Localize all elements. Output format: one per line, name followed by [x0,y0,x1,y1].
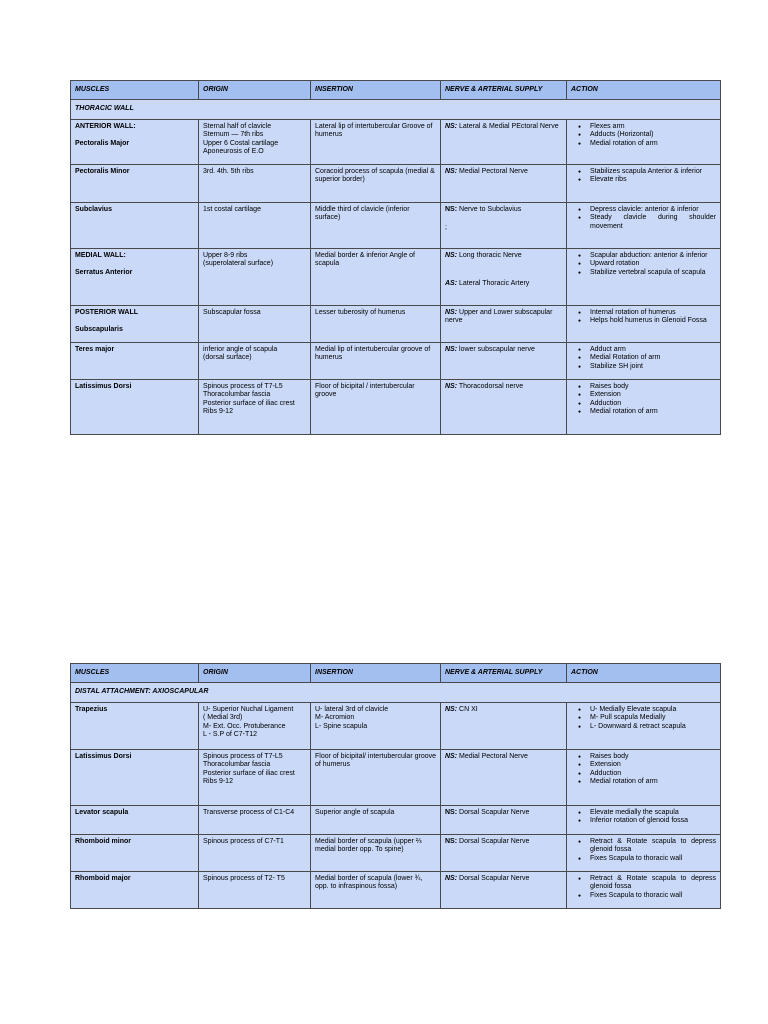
table-row [71,343,721,380]
table-row [71,203,721,249]
origin-line: Ribs 9-12 [203,778,233,786]
muscle-name: Latissimus Dorsi [75,383,132,390]
origin-line: 1st costal cartilage [203,206,261,213]
action-item: ● Depress clavicle: anterior & inferior [590,206,716,214]
table-row [71,703,721,750]
table-row [71,835,721,872]
action-item: ● Internal rotation of humerus [590,309,716,317]
origin-line: Ribs 9-12 [203,408,233,416]
table-row [71,249,721,306]
ns-label: NS: [445,346,458,353]
insertion-cell: Lateral lip of intertubercular Groove of humerus [311,120,441,165]
origin-cell [199,872,311,909]
insertion-cell: Medial border of scapula (lower ¾, opp. to infraspinous fossa) [311,872,441,909]
action-cell [567,203,721,249]
ns-label: NS: [445,168,458,175]
muscle-name: Rhomboid minor [75,838,131,845]
header-row [71,664,721,683]
ns-label: NS: [445,383,458,390]
muscle-name: Trapezius [75,706,108,713]
action-cell [567,872,721,909]
wall-label: POSTERIOR WALL [75,309,138,316]
nerve-cell [441,750,567,806]
origin-cell [199,380,311,435]
muscle-name: Pectoralis Major [75,140,130,148]
action-item: ● U- Medially Elevate scapula [590,706,716,714]
muscle-cell [71,872,199,909]
action-item: ● Adducts (Horizontal) [590,131,716,139]
nerve-text: Medial Pectoral Nerve [457,168,528,175]
action-cell [567,750,721,806]
nerve-cell [441,165,567,203]
origin-cell [199,120,311,165]
nerve-cell [441,306,567,343]
origin-line: Spinous process of C7-T1 [203,838,284,845]
ns-label: NS: [445,123,458,130]
action-item: ● Stabilize vertebral scapula of scapula [590,269,716,277]
nerve-text: Medial Pectoral Nerve [457,753,528,760]
insertion-cell [311,703,441,750]
muscle-name: Serratus Anterior [75,269,133,277]
nerve-cell [441,120,567,165]
origin-line: 3rd. 4th. 5th ribs [203,168,254,175]
origin-line: Spinous process of T7-L5 [203,383,283,390]
origin-line: Aponeurosis of E.O [203,148,264,156]
origin-line: Upper 6 Costal cartilage [203,139,279,147]
action-cell [567,703,721,750]
origin-line: inferior angle of scapula [203,346,278,353]
nerve-cell [441,703,567,750]
action-item: ● Inferior rotation of glenoid fossa [590,817,716,825]
header-nerve-supply: NERVE & ARTERIAL SUPPLY [441,664,567,683]
as-label: AS: [445,280,458,288]
action-cell [567,249,721,306]
table-row [71,750,721,806]
nerve-cell [441,806,567,835]
muscle-name: Rhomboid major [75,875,131,882]
ns-label: NS: [445,252,458,259]
header-muscles: MUSCLES [71,81,199,100]
nerve-text: lower subscapular nerve [457,346,535,353]
nerve-text: Dorsal Scapular Nerve [457,809,530,816]
action-item: ● Medial rotation of arm [590,140,716,148]
nerve-text: Thoracodorsal nerve [457,383,524,390]
origin-line: L - S.P of C7-T12 [203,731,258,739]
origin-line: Sternum — 7th ribs [203,131,264,139]
table-row [71,165,721,203]
ns-label: NS: [445,753,458,760]
nerve-cell [441,380,567,435]
muscle-cell [71,750,199,806]
action-item: ● Medial Rotation of arm [590,354,716,362]
action-item: ● Adduction [590,400,716,408]
insertion-line: L- Spine scapula [315,722,368,730]
action-cell [567,806,721,835]
ns-label: NS: [445,809,458,816]
origin-cell [199,249,311,306]
insertion-line: M- Acromion [315,714,355,722]
ns-label: NS: [445,309,458,316]
action-item: ● Steady clavicle during shoulder movement [590,214,716,231]
muscle-cell [71,380,199,435]
muscle-cell [71,343,199,380]
nerve-text: CN XI [457,706,478,713]
origin-line: (superolateral surface) [203,260,274,268]
action-item: ● Medial rotation of arm [590,778,716,786]
muscle-name: Levator scapula [75,809,129,816]
insertion-cell: Medial border of scapula (upper ⅔ medial border opp. To spine) [311,835,441,872]
origin-line: Upper 8-9 ribs [203,252,248,259]
origin-line: Thoracolumbar fascia [203,391,271,399]
wall-label: ANTERIOR WALL: [75,123,136,130]
table-row [71,380,721,435]
header-origin: ORIGIN [199,81,311,100]
header-insertion: INSERTION [311,81,441,100]
insertion-cell: Superior angle of scapula [311,806,441,835]
action-item: ● Extension [590,391,716,399]
origin-line: Sternal half of clavicle [203,123,272,130]
header-action: ACTION [567,81,721,100]
action-item: ● Fixes Scapula to thoracic wall [590,855,716,863]
muscle-name: Pectoralis Minor [75,168,130,175]
muscle-cell [71,306,199,343]
ns-label: NS: [445,838,458,845]
table-row [71,806,721,835]
muscle-cell [71,835,199,872]
action-cell [567,835,721,872]
origin-line: Thoracolumbar fascia [203,761,271,769]
action-item: ● Scapular abduction: anterior & inferior [590,252,716,260]
action-item: ● Retract & Rotate scapula to depress glenoid fossa [590,838,716,855]
origin-line: Posterior surface of iliac crest [203,399,295,407]
action-cell [567,306,721,343]
origin-line: M- Ext. Occ. Protuberance [203,722,286,730]
muscle-name: Subclavius [75,206,112,213]
ns-label: NS: [445,206,458,213]
origin-cell [199,703,311,750]
origin-line: Subscapular fossa [203,309,261,316]
origin-line: Transverse process of C1-C4 [203,809,295,816]
header-action: ACTION [567,664,721,683]
nerve-cell [441,872,567,909]
nerve-extra: ; [445,224,447,232]
muscle-name: Teres major [75,346,115,353]
nerve-text: Long thoracic Nerve [457,252,522,259]
action-item: ● Upward rotation [590,260,716,268]
thoracic-wall-table [70,80,721,435]
action-item: ● M- Pull scapula Medially [590,714,716,722]
nerve-text: Dorsal Scapular Nerve [457,875,530,882]
action-item: ● Medial rotation of arm [590,408,716,416]
section-title: DISTAL ATTACHMENT: AXIOSCAPULAR [71,683,721,703]
origin-line: (dorsal surface) [203,354,252,362]
nerve-cell [441,249,567,306]
action-item: ● L- Downward & retract scapula [590,723,716,731]
action-item: ● Flexes arm [590,123,716,131]
origin-line: Spinous process of T7-L5 [203,753,283,760]
section-row [71,683,721,703]
origin-line: U- Superior Nuchal Ligament [203,706,294,713]
action-item: ● Raises body [590,753,716,761]
action-item: ● Helps hold humerus in Glenoid Fossa [590,317,716,325]
muscle-name: Subscapularis [75,326,123,334]
ns-label: NS: [445,706,458,713]
action-cell [567,120,721,165]
action-item: ● Elevate medially the scapula [590,809,716,817]
table-row [71,306,721,343]
insertion-cell: Floor of bicipital/ intertubercular groove of humerus [311,750,441,806]
insertion-cell: Medial lip of intertubercular groove of humerus [311,343,441,380]
muscle-name: Latissimus Dorsi [75,753,132,760]
header-muscles: MUSCLES [71,664,199,683]
origin-cell [199,806,311,835]
ns-label: NS: [445,875,458,882]
origin-cell [199,835,311,872]
action-item: ● Adduct arm [590,346,716,354]
insertion-cell: Medial border & inferior Angle of scapula [311,249,441,306]
action-item: ● Extension [590,761,716,769]
nerve-text: Nerve to Subclavius [457,206,522,213]
action-cell [567,343,721,380]
artery-text: Lateral Thoracic Artery [457,280,530,288]
action-item: ● Stabilize SH joint [590,363,716,371]
nerve-text: Lateral & Medial PEctoral Nerve [457,123,559,130]
wall-label: MEDIAL WALL: [75,252,126,259]
action-item: ● Fixes Scapula to thoracic wall [590,892,716,900]
action-item: ● Retract & Rotate scapula to depress glenoid fossa [590,875,716,892]
section-title: THORACIC WALL [71,100,721,120]
origin-line: ( Medial 3rd) [203,714,243,722]
muscle-cell [71,120,199,165]
origin-cell [199,750,311,806]
nerve-text: Upper and Lower subscapular nerve [445,309,553,325]
origin-line: Spinous process of T2- T5 [203,875,285,882]
insertion-cell: Lesser tuberosity of humerus [311,306,441,343]
header-origin: ORIGIN [199,664,311,683]
origin-cell [199,343,311,380]
muscle-cell [71,806,199,835]
action-item: ● Stabilizes scapula Anterior & inferior [590,168,716,176]
header-insertion: INSERTION [311,664,441,683]
nerve-cell [441,343,567,380]
table-row [71,120,721,165]
origin-line: Posterior surface of iliac crest [203,769,295,777]
action-item: ● Adduction [590,770,716,778]
muscle-cell [71,703,199,750]
header-row [71,81,721,100]
insertion-line: U- lateral 3rd of clavicle [315,706,389,713]
nerve-cell [441,203,567,249]
action-cell [567,380,721,435]
action-item: ● Elevate ribs [590,176,716,184]
origin-cell [199,306,311,343]
muscle-cell [71,203,199,249]
insertion-cell: Floor of bicipital / intertubercular groove [311,380,441,435]
section-row [71,100,721,120]
insertion-cell: Middle third of clavicle (inferior surface) [311,203,441,249]
nerve-text: Dorsal Scapular Nerve [457,838,530,845]
origin-cell [199,203,311,249]
nerve-cell [441,835,567,872]
action-cell [567,165,721,203]
insertion-cell: Coracoid process of scapula (medial & superior border) [311,165,441,203]
axioscapular-table [70,663,721,909]
header-nerve-supply: NERVE & ARTERIAL SUPPLY [441,81,567,100]
muscle-cell [71,249,199,306]
table-row [71,872,721,909]
muscle-cell [71,165,199,203]
action-item: ● Raises body [590,383,716,391]
origin-cell [199,165,311,203]
